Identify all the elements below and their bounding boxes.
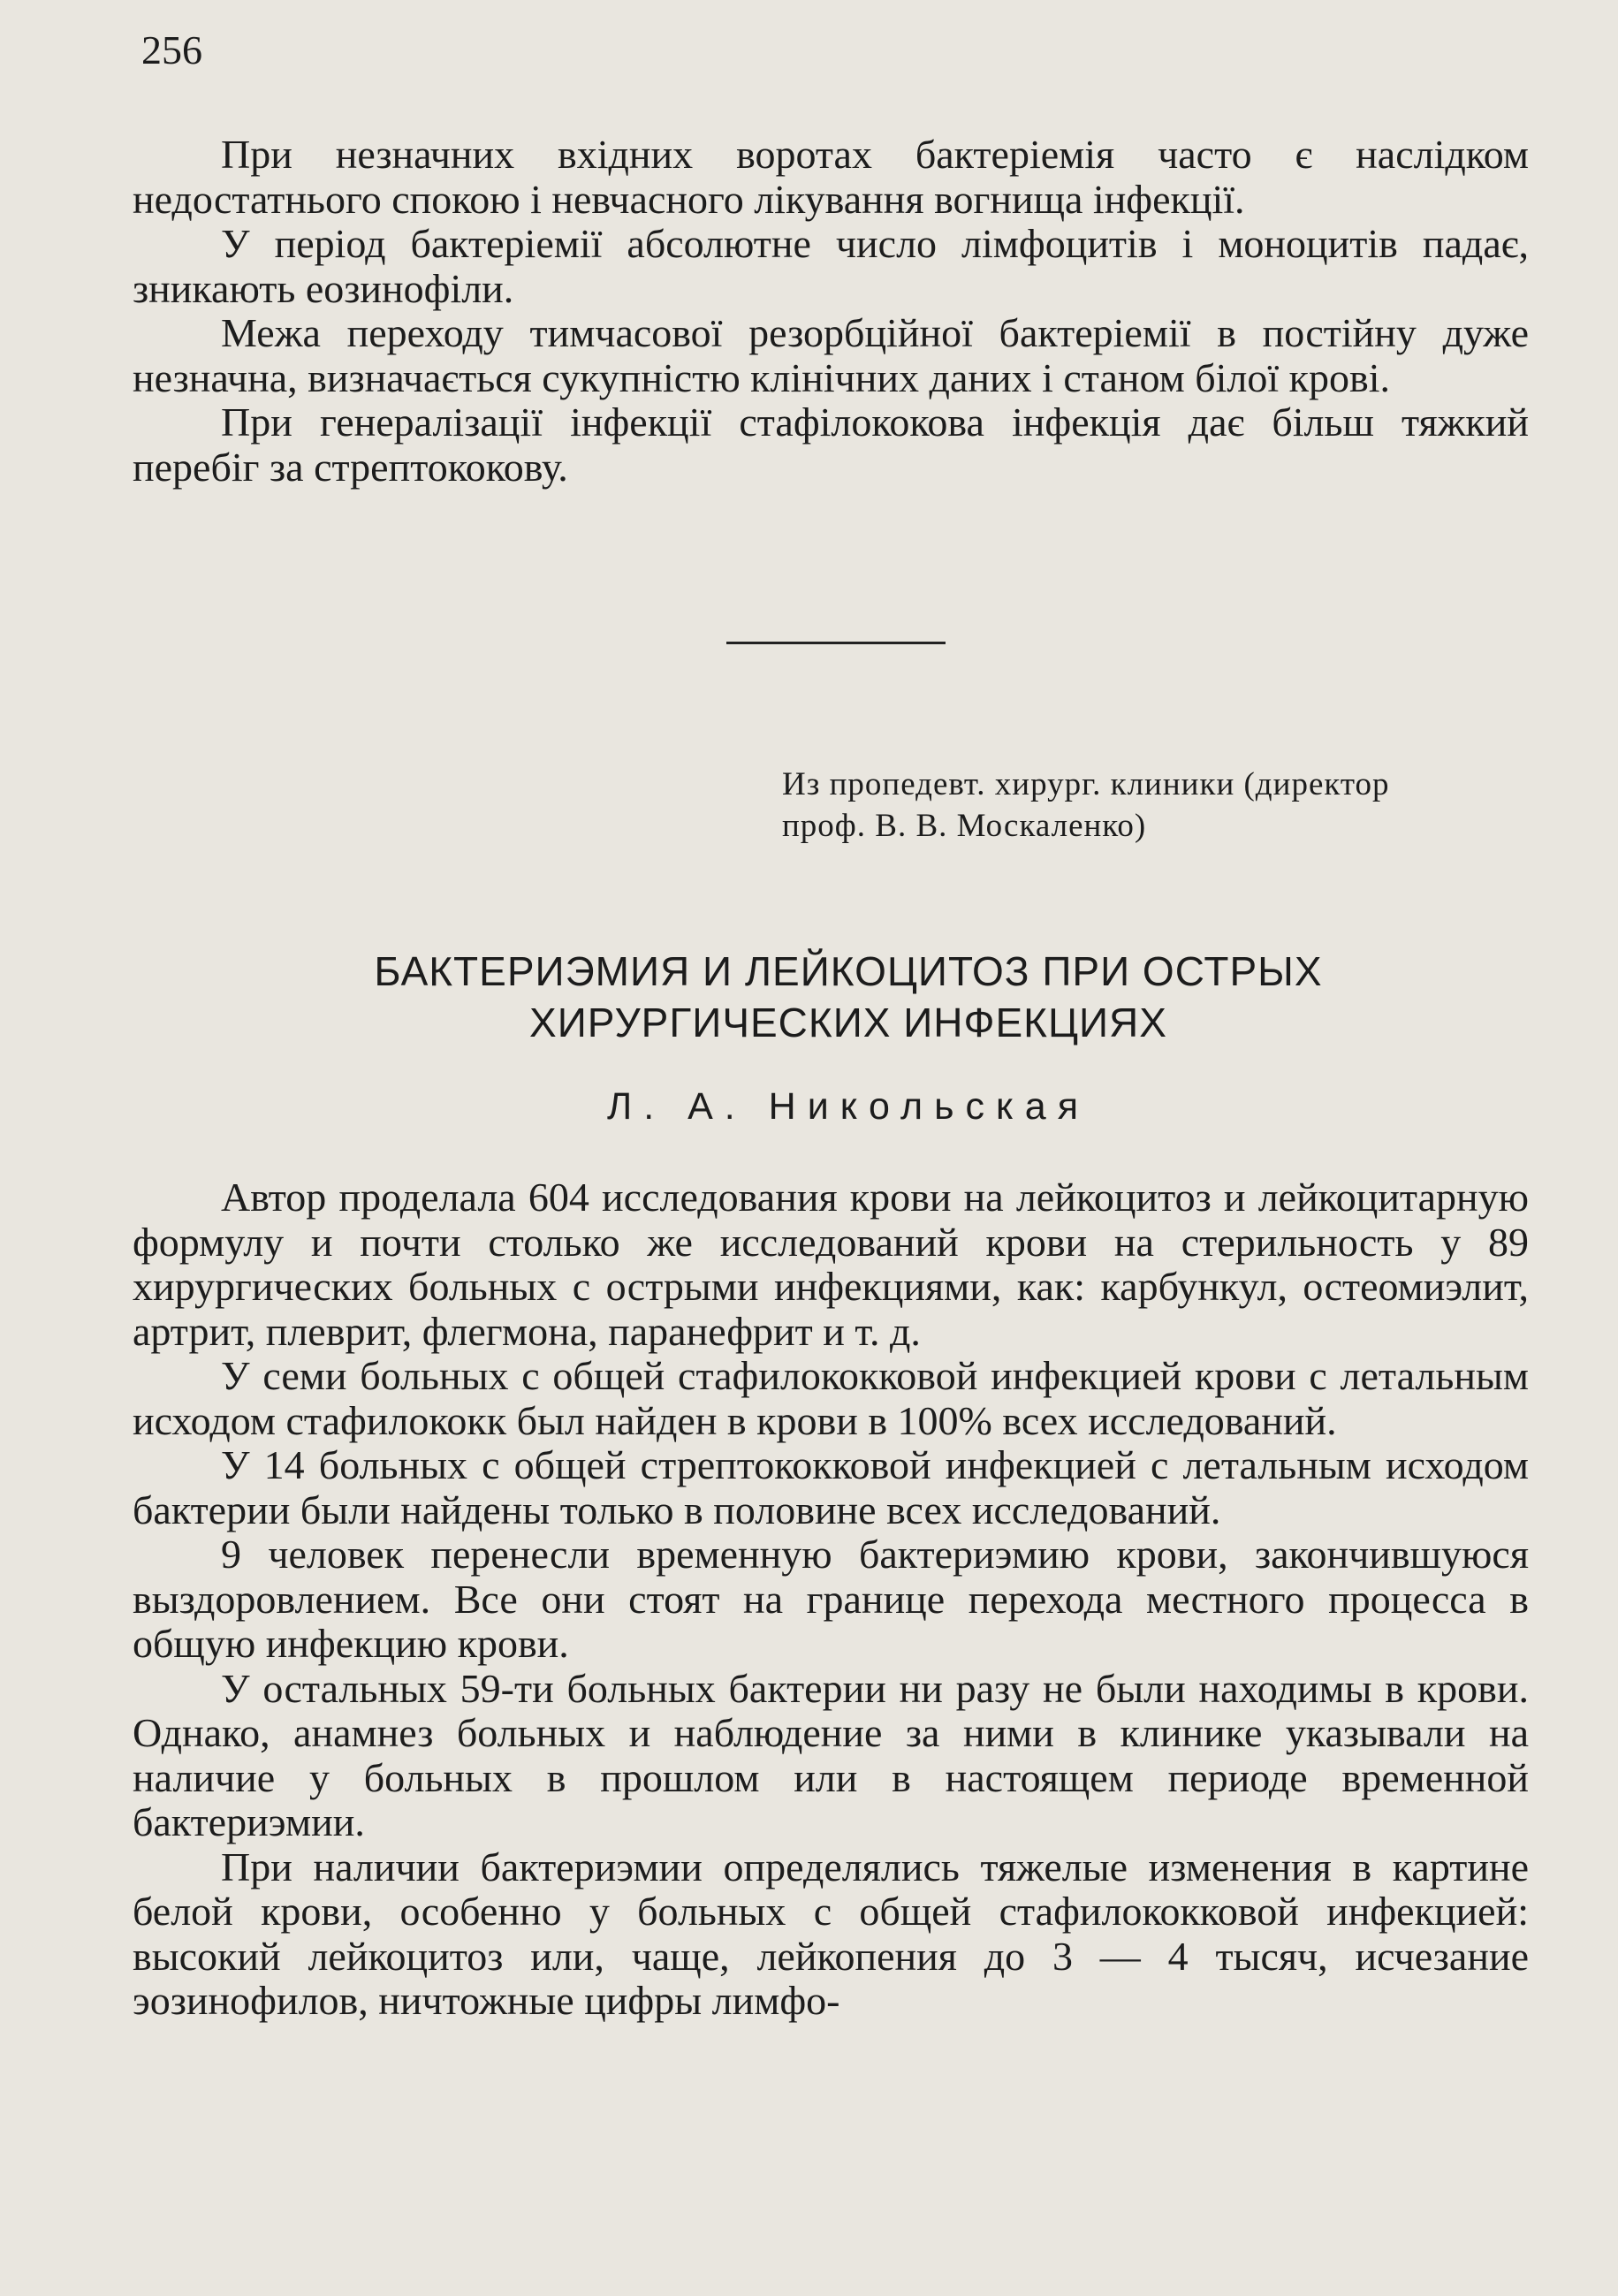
paragraph: У семи больных с общей стафилококковой инфекцией крови с летальным исходом стафилококк был найден в крови в 100% всех исследований. bbox=[133, 1353, 1529, 1443]
paragraph: У остальных 59-ти больных бактерии ни разу не были находимы в крови. Однако, анамнез больных и наблюдение за ними в клинике указывали на наличие у больных в прошлом или в настоящем периоде временной бактериэмии. bbox=[133, 1665, 1529, 1844]
section-separator-line bbox=[726, 642, 946, 644]
paragraph: 9 человек перенесли временную бактериэмию крови, закончившуюся выздоровлением. Все они стоят на границе перехода местного процесса в общую инфекцию крови. bbox=[133, 1532, 1529, 1666]
paragraph: При генералізації інфекції стафілококова інфекція дає більш тяжкий перебіг за стрептококову. bbox=[133, 399, 1529, 490]
paragraph: У період бактеріемії абсолютне число лімфоцитів і моноцитів падає, зникають еозинофіли. bbox=[133, 221, 1529, 311]
page-number: 256 bbox=[141, 27, 202, 72]
title-line: ХИРУРГИЧЕСКИХ ИНФЕКЦИЯХ bbox=[529, 1000, 1167, 1045]
previous-article-ending bbox=[133, 133, 1529, 490]
paragraph: При наличии бактериэмии определялись тяжелые изменения в картине белой крови, особенно у больных с общей стафилококковой инфекцией: высокий лейкоцитоз или, чаще, лейкопения до 3 — 4 тысяч, исчезание эозинофилов, ничтожные цифры лимфо- bbox=[133, 1844, 1529, 2023]
affiliation-line: проф. В. В. Москаленко) bbox=[782, 808, 1147, 844]
article-author: Л. А. Никольская bbox=[607, 1085, 1090, 1128]
article-title bbox=[133, 946, 1564, 1048]
article-affiliation bbox=[782, 764, 1533, 847]
title-line: БАКТЕРИЭМИЯ И ЛЕЙКОЦИТОЗ ПРИ ОСТРЫХ bbox=[374, 948, 1323, 994]
paragraph: При незначних вхідних воротах бактеріемія часто є наслідком недостатнього спокою і невчасного лікування вогнища інфекції. bbox=[133, 132, 1529, 222]
paragraph: У 14 больных с общей стрептококковой инфекцией с летальным исходом бактерии были найдены только в половине всех исследований. bbox=[133, 1442, 1529, 1532]
affiliation-line: Из пропедевт. хирург. клиники (директор bbox=[782, 766, 1390, 802]
paragraph: Автор проделала 604 исследования крови на лейкоцитоз и лейкоцитарную формулу и почти столько же исследований крови на стерильность у 89 хирургических больных с острыми инфекциями, как: карбункул, остеомиэлит, артрит, плеврит, флегмона, паранефрит и т. д. bbox=[133, 1175, 1529, 1354]
paragraph: Межа переходу тимчасової резорбційної бактеріемії в постійну дуже незначна, визначається сукупністю клінічних даних і станом білої крові. bbox=[133, 310, 1529, 400]
article-body bbox=[133, 1175, 1529, 2024]
